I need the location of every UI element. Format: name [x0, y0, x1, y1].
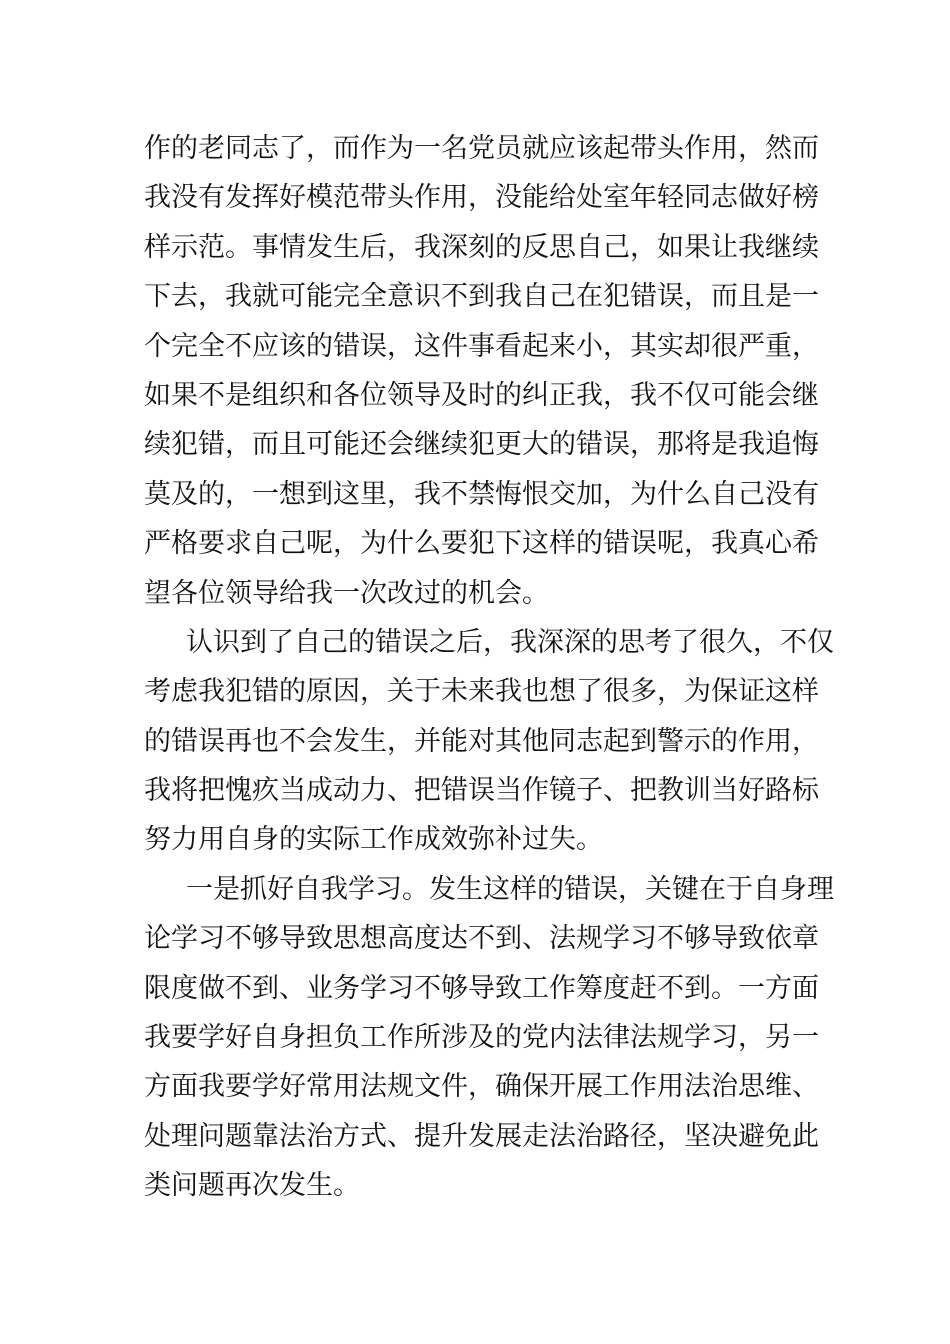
paragraph-line: 方面我要学好常用法规文件，确保开展工作用法治思维、 [144, 1071, 819, 1103]
paragraph-line: 限度做不到、业务学习不够导致工作筹度赶不到。一方面 [144, 972, 819, 1004]
paragraph-3 [144, 865, 834, 1211]
paragraph-first-line: 认识到了自己的错误之后，我深深的思考了很久，不仅 [186, 626, 834, 658]
paragraph-line: 如果不是组织和各位领导及时的纠正我，我不仅可能会继 [144, 379, 819, 411]
paragraph-line: 我将把愧疚当成动力、把错误当作镜子、把教训当好路标 [144, 775, 819, 807]
paragraph-line: 下去，我就可能完全意识不到我自己在犯错误，而且是一 [144, 281, 819, 313]
paragraph-line: 样示范。事情发生后，我深刻的反思自己，如果让我继续 [144, 231, 819, 263]
document-body [144, 124, 834, 1211]
paragraph-first-line: 一是抓好自我学习。发生这样的错误，关键在于自身理 [186, 873, 834, 905]
paragraph-line: 论学习不够导致思想高度达不到、法规学习不够导致依章 [144, 923, 819, 955]
paragraph-line: 续犯错，而且可能还会继续犯更大的错误，那将是我追悔 [144, 429, 819, 461]
paragraph-line: 的错误再也不会发生，并能对其他同志起到警示的作用， [144, 725, 819, 757]
paragraph-line: 我没有发挥好模范带头作用，没能给处室年轻同志做好榜 [144, 182, 819, 214]
paragraph-2 [144, 618, 834, 865]
paragraph-line: 莫及的，一想到这里，我不禁悔恨交加，为什么自己没有 [144, 478, 819, 510]
paragraph-line: 作的老同志了，而作为一名党员就应该起带头作用，然而 [144, 133, 819, 164]
paragraph-line: 处理问题靠法治方式、提升发展走法治路径，坚决避免此 [144, 1120, 819, 1152]
paragraph-line: 考虑我犯错的原因，关于未来我也想了很多，为保证这样 [144, 676, 819, 708]
paragraph-line: 类问题再次发生。 [144, 1170, 360, 1202]
paragraph-line: 努力用自身的实际工作成效弥补过失。 [144, 824, 603, 856]
paragraph-line: 个完全不应该的错误，这件事看起来小，其实却很严重， [144, 330, 819, 362]
paragraph-1 [144, 124, 819, 618]
paragraph-line: 严格要求自己呢，为什么要犯下这样的错误呢，我真心希 [144, 528, 819, 560]
paragraph-line: 望各位领导给我一次改过的机会。 [144, 577, 549, 609]
paragraph-line: 我要学好自身担负工作所涉及的党内法律法规学习，另一 [144, 1022, 819, 1054]
